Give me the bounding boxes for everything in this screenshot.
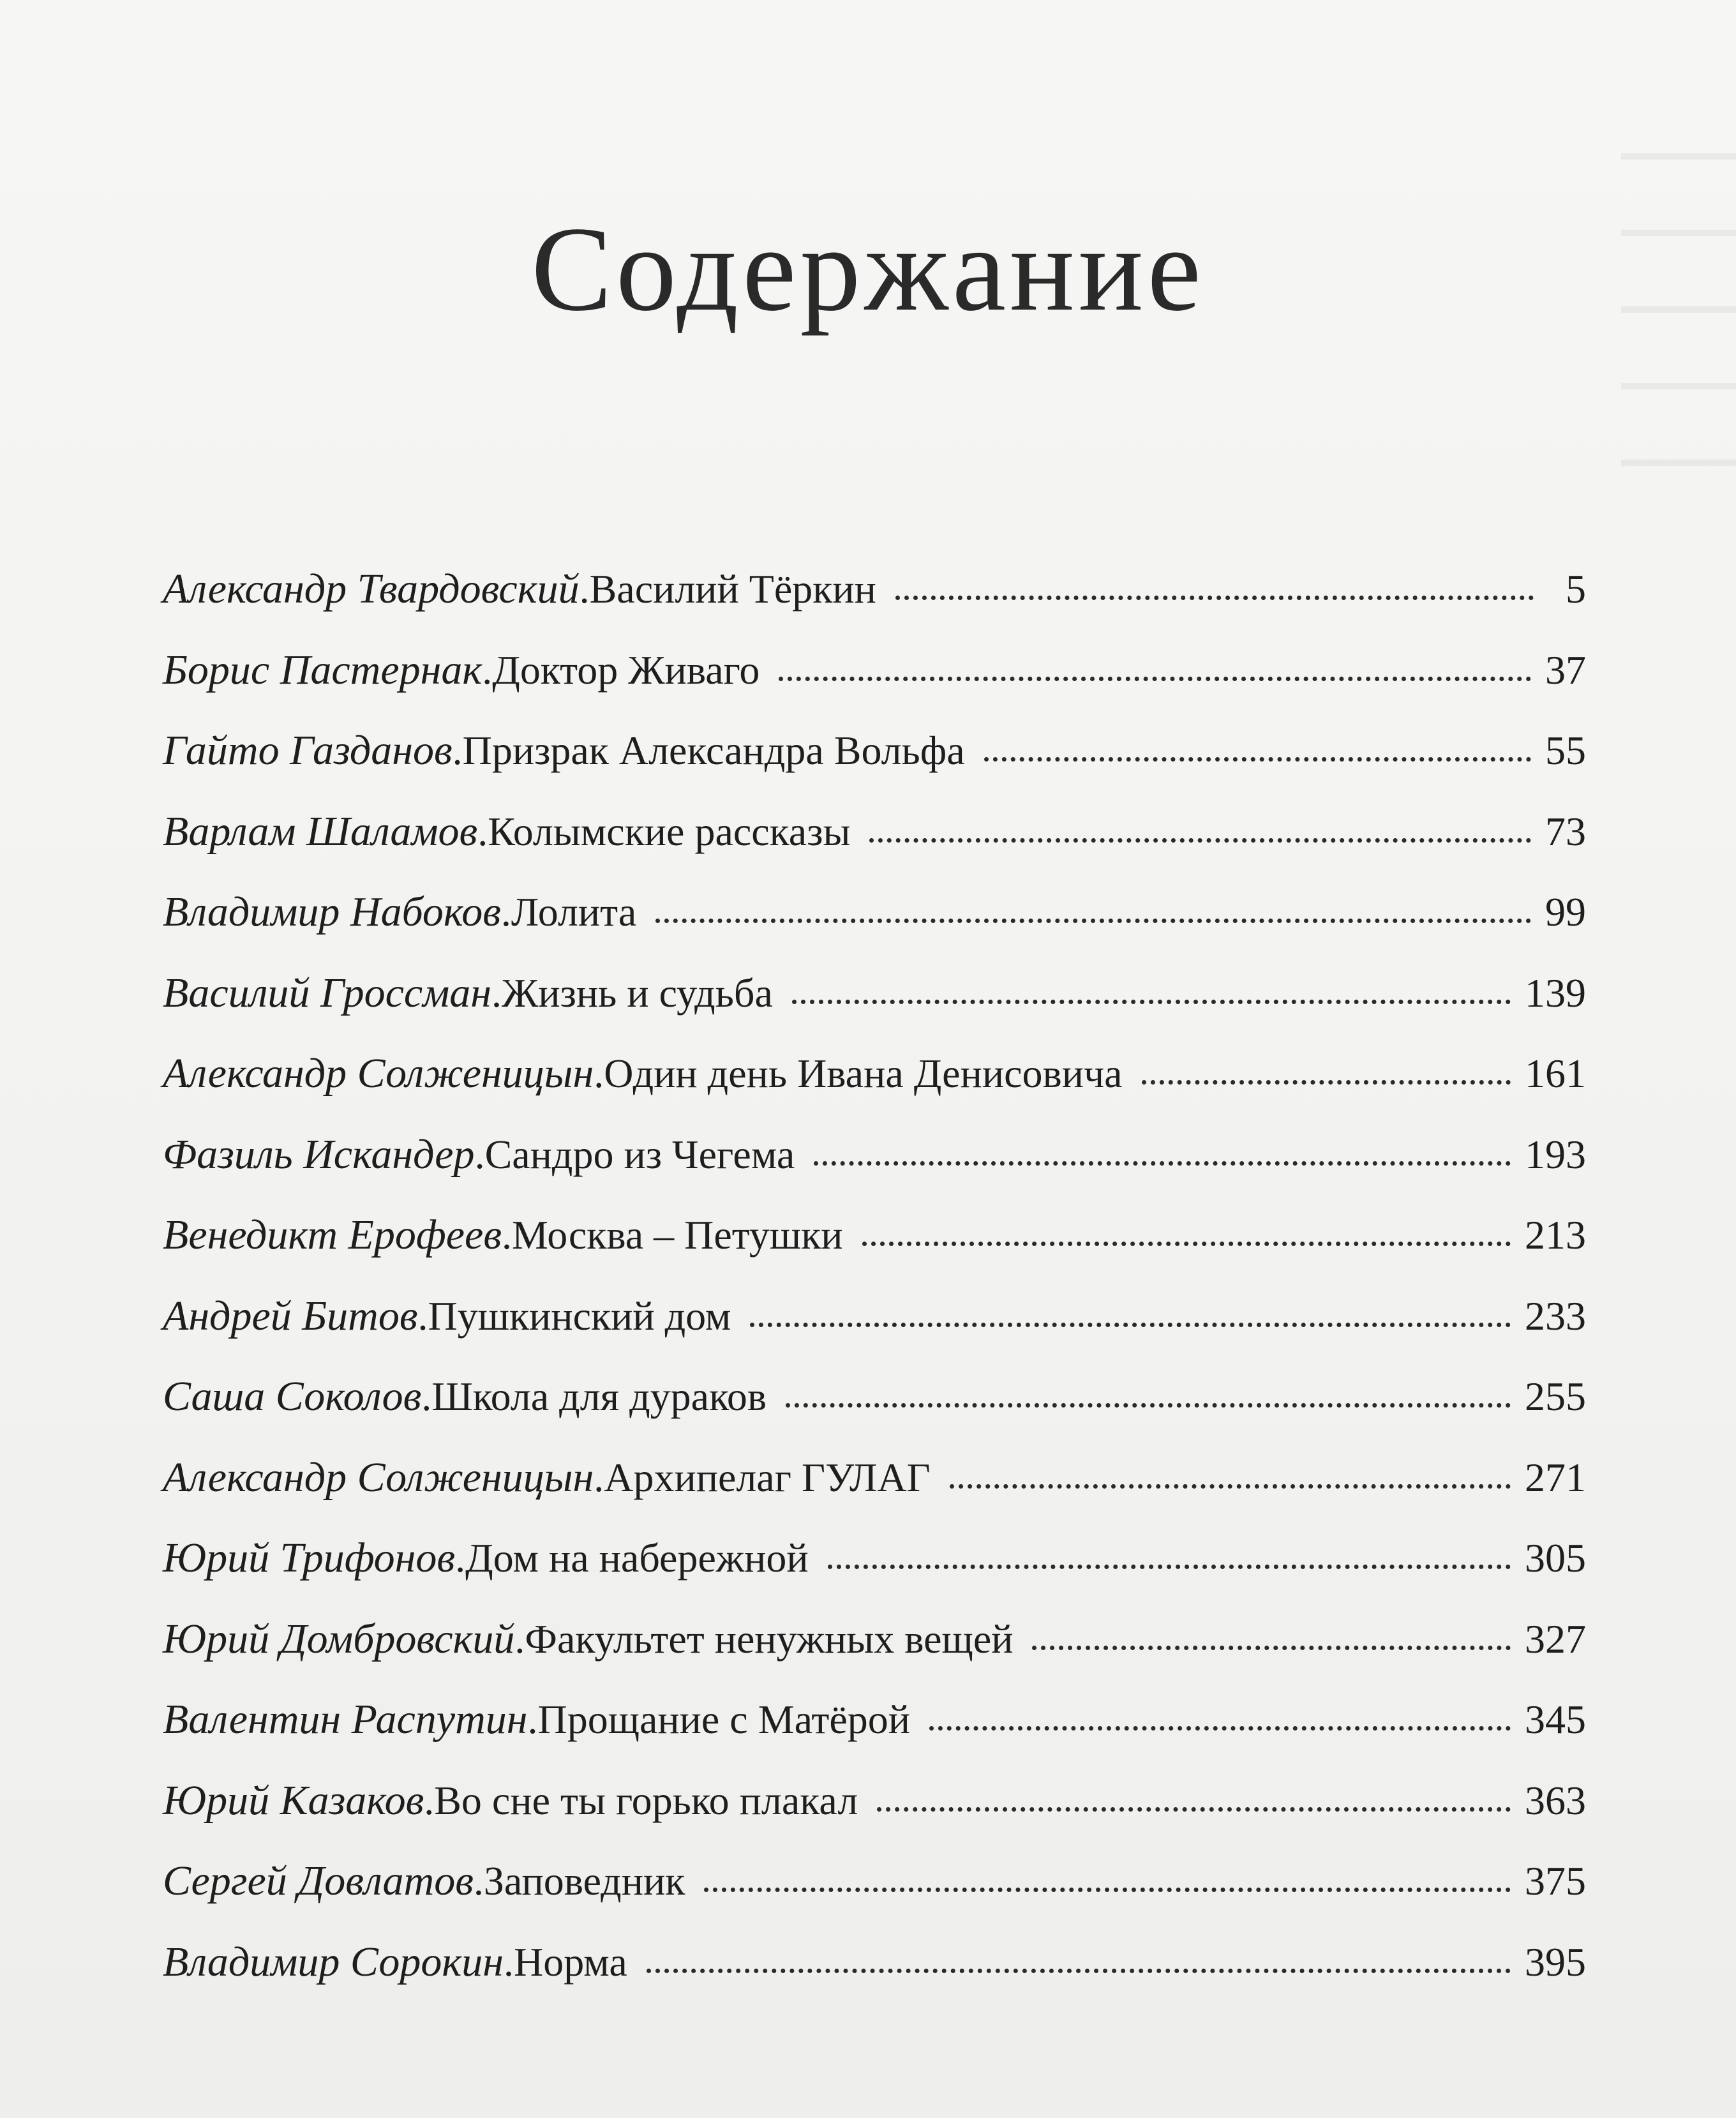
toc-entry: Сергей Довлатов . Заповедник 375 <box>163 1841 1586 1922</box>
dot-leader <box>786 1403 1511 1408</box>
toc-entry: Александр Солженицын . Один день Ивана Денисовича 161 <box>163 1033 1586 1115</box>
toc-page-number: 233 <box>1525 1293 1586 1339</box>
toc-page-number: 305 <box>1525 1535 1586 1581</box>
toc-author: Владимир Набоков <box>163 889 501 935</box>
toc-author: Сергей Довлатов <box>163 1858 474 1904</box>
toc-work-title: Школа для дураков <box>431 1374 767 1419</box>
toc-entry: Юрий Домбровский . Факультет ненужных вещей 327 <box>163 1599 1586 1680</box>
toc-work-title: Архипелаг ГУЛАГ <box>604 1454 931 1500</box>
toc-entry: Саша Соколов . Школа для дураков 255 <box>163 1356 1586 1438</box>
toc-author: Юрий Трифонов <box>163 1535 456 1581</box>
dot-leader <box>950 1484 1511 1489</box>
toc-entry: Юрий Казаков . Во сне ты горько плакал 363 <box>163 1761 1586 1842</box>
toc-page-number: 327 <box>1525 1616 1586 1662</box>
toc-work-title: Дом на набережной <box>465 1535 809 1581</box>
toc-author: Андрей Битов <box>163 1292 418 1339</box>
toc-entry: Андрей Битов . Пушкинский дом 233 <box>163 1276 1586 1357</box>
toc-work-title: Сандро из Чегема <box>484 1131 795 1177</box>
toc-author: Юрий Домбровский <box>163 1615 515 1662</box>
toc-entry: Владимир Набоков . Лолита 99 <box>163 872 1586 953</box>
toc-work-title: Жизнь и судьба <box>502 970 773 1016</box>
toc-page-number: 99 <box>1545 889 1586 935</box>
toc-entry: Юрий Трифонов . Дом на набережной 305 <box>163 1518 1586 1599</box>
page-title: Содержание <box>531 202 1205 337</box>
toc-author: Александр Солженицын <box>163 1050 594 1097</box>
dot-leader <box>877 1807 1511 1812</box>
toc-work-title: Норма <box>514 1939 627 1985</box>
toc-author: Владимир Сорокин <box>163 1938 504 1985</box>
toc-entry: Борис Пастернак . Доктор Живаго 37 <box>163 630 1586 711</box>
toc-entry: Александр Твардовский . Василий Тёркин 5 <box>163 549 1586 630</box>
toc-entry: Александр Солженицын . Архипелаг ГУЛАГ 271 <box>163 1438 1586 1519</box>
dot-leader <box>984 757 1531 762</box>
toc-page-number: 161 <box>1525 1051 1586 1096</box>
toc-entry: Венедикт Ерофеев . Москва – Петушки 213 <box>163 1195 1586 1276</box>
toc-page-number: 73 <box>1545 808 1586 854</box>
toc-author: Юрий Казаков <box>163 1776 424 1824</box>
toc-page-number: 271 <box>1525 1454 1586 1500</box>
toc-page-number: 193 <box>1525 1131 1586 1177</box>
toc-work-title: Заповедник <box>483 1858 685 1904</box>
toc-work-title: Колымские рассказы <box>488 808 851 854</box>
toc-entry: Фазиль Искандер . Сандро из Чегема 193 <box>163 1115 1586 1196</box>
dot-leader <box>779 677 1531 681</box>
toc-entry: Валентин Распутин . Прощание с Матёрой 345 <box>163 1679 1586 1761</box>
toc-page-number: 375 <box>1525 1858 1586 1904</box>
dot-leader <box>704 1888 1511 1892</box>
toc-page-number: 5 <box>1566 566 1586 612</box>
toc-author: Александр Твардовский <box>163 566 580 612</box>
toc-author: Борис Пастернак <box>163 646 483 693</box>
table-of-contents <box>163 549 1586 2002</box>
toc-entry: Гайто Газданов . Призрак Александра Вольфа 55 <box>163 710 1586 792</box>
toc-work-title: Факультет ненужных вещей <box>525 1616 1014 1662</box>
dot-leader <box>862 1242 1511 1246</box>
dot-leader <box>1032 1646 1511 1650</box>
dot-leader <box>895 596 1534 600</box>
dot-leader <box>655 919 1531 923</box>
dot-leader <box>828 1565 1511 1569</box>
toc-work-title: Во сне ты горько плакал <box>434 1777 858 1823</box>
toc-entry: Варлам Шаламов . Колымские рассказы 73 <box>163 792 1586 873</box>
toc-author: Саша Соколов <box>163 1373 422 1420</box>
toc-page-number: 363 <box>1525 1777 1586 1823</box>
toc-page-number: 345 <box>1525 1697 1586 1742</box>
dot-leader <box>647 1969 1511 1973</box>
dot-leader <box>1142 1080 1511 1085</box>
toc-page-number: 255 <box>1525 1374 1586 1419</box>
toc-work-title: Призрак Александра Вольфа <box>462 728 965 773</box>
toc-entry: Василий Гроссман . Жизнь и судьба 139 <box>163 953 1586 1034</box>
toc-author: Александр Солженицын <box>163 1453 594 1501</box>
toc-page-number: 37 <box>1545 647 1586 693</box>
toc-entry: Владимир Сорокин . Норма 395 <box>163 1922 1586 2003</box>
toc-author: Валентин Распутин <box>163 1696 528 1743</box>
toc-work-title: Пушкинский дом <box>428 1293 731 1339</box>
toc-page-number: 213 <box>1525 1212 1586 1258</box>
toc-work-title: Один день Ивана Денисовича <box>604 1051 1123 1096</box>
toc-author: Гайто Газданов <box>163 727 453 774</box>
dot-leader <box>814 1161 1511 1166</box>
toc-work-title: Лолита <box>511 889 637 935</box>
toc-work-title: Доктор Живаго <box>492 647 760 693</box>
toc-work-title: Москва – Петушки <box>511 1212 843 1258</box>
bleed-through-text <box>1621 153 1736 511</box>
dot-leader <box>792 1000 1511 1004</box>
dot-leader <box>869 838 1531 843</box>
toc-page-number: 55 <box>1545 728 1586 773</box>
toc-author: Василий Гроссман <box>163 969 492 1016</box>
toc-author: Варлам Шаламов <box>163 807 478 855</box>
dot-leader <box>750 1323 1511 1327</box>
toc-author: Венедикт Ерофеев <box>163 1212 502 1258</box>
toc-work-title: Прощание с Матёрой <box>537 1697 910 1742</box>
toc-work-title: Василий Тёркин <box>589 566 876 612</box>
toc-page-number: 395 <box>1525 1939 1586 1985</box>
toc-author: Фазиль Искандер <box>163 1130 475 1178</box>
toc-page-number: 139 <box>1525 970 1586 1016</box>
dot-leader <box>929 1726 1511 1731</box>
